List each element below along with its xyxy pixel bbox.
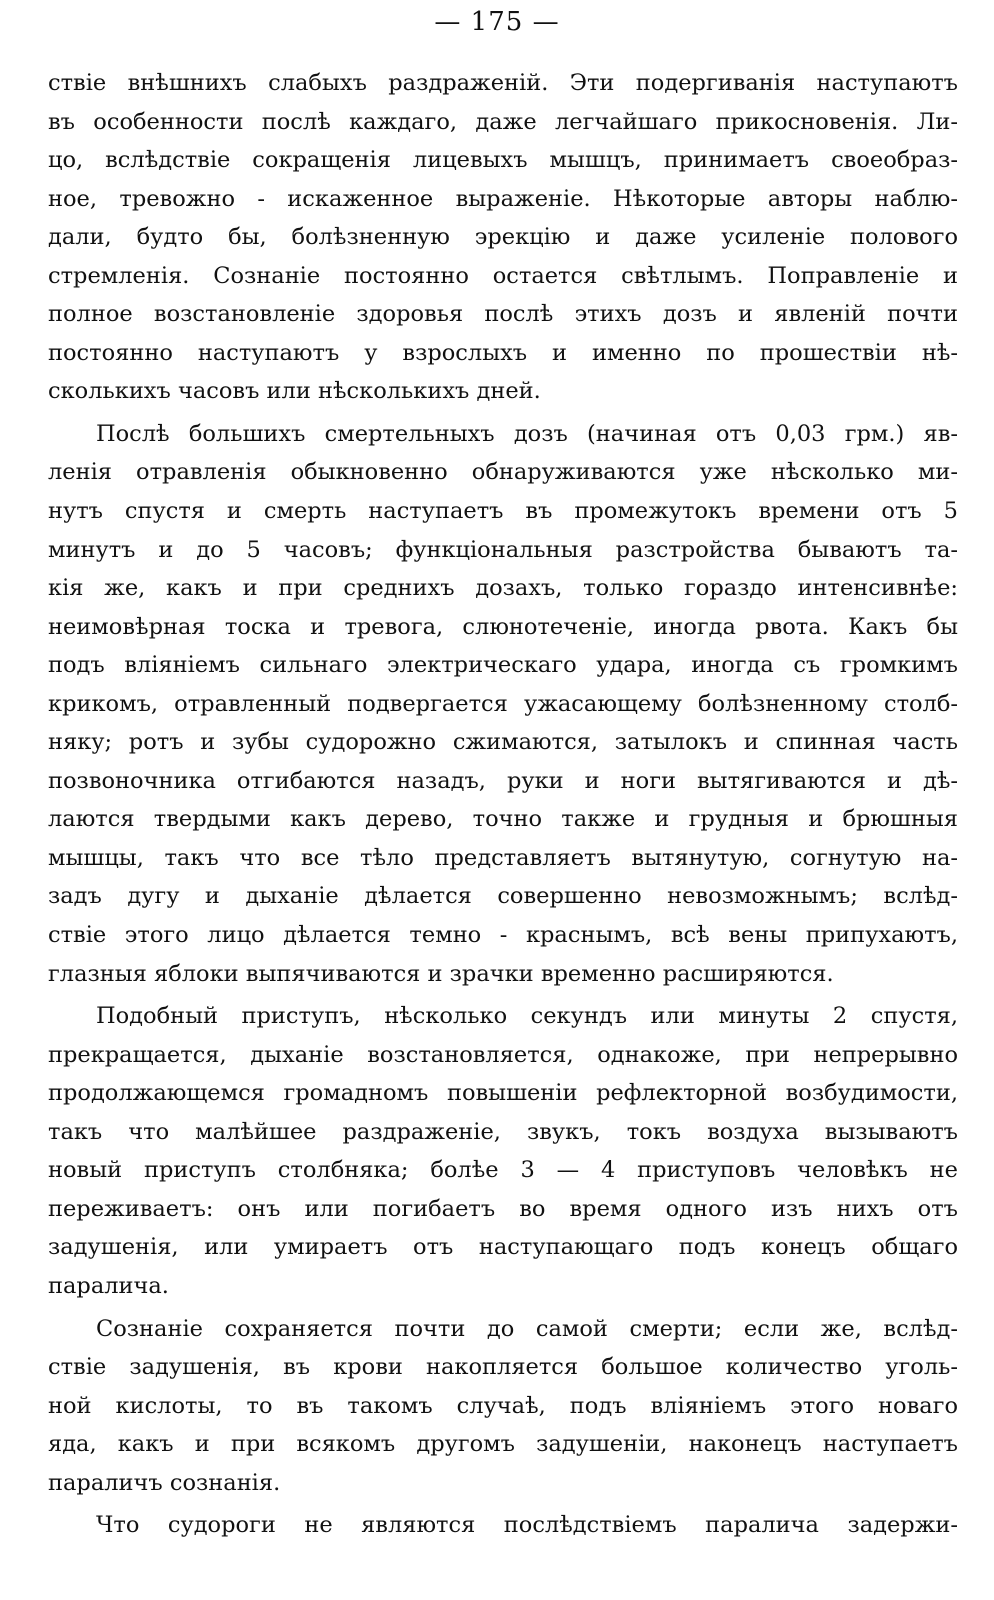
text-line: ствіе задушенія, въ крови накопляется большое количество уголь- [48, 1354, 958, 1381]
text-line: въ особенности послѣ каждаго, даже легчайшаго прикосновенія. Ли- [48, 108, 958, 135]
text-line: подъ вліяніемъ сильнаго электрическаго удара, иногда съ громкимъ [48, 652, 958, 679]
text-line: прекращается, дыханіе возстановляется, однакоже, при непрерывно [48, 1041, 958, 1068]
text-line: переживаетъ: онъ или погибаетъ во время одного изъ нихъ отъ [48, 1195, 958, 1222]
text-line: сколькихъ часовъ или нѣсколькихъ дней. [48, 378, 541, 405]
text-line: крикомъ, отравленный подвергается ужасающему болѣзненному столб- [48, 690, 958, 717]
text-line: Сознаніе сохраняется почти до самой смерти; если же, вслѣд- [96, 1315, 958, 1342]
text-line: ленія отравленія обыкновенно обнаруживаются уже нѣсколько ми- [48, 459, 958, 486]
text-line: продолжающемся громадномъ повышеніи рефлекторной возбудимости, [48, 1080, 958, 1107]
text-line: ной кислоты, то въ такомъ случаѣ, подъ вліяніемъ этого новаго [48, 1392, 958, 1419]
text-line: цо, вслѣдствіе сокращенія лицевыхъ мышцъ, принимаетъ своеобраз- [48, 147, 958, 174]
text-line: кія же, какъ и при среднихъ дозахъ, только гораздо интенсивнѣе: [48, 575, 958, 602]
text-line: Что судороги не являются послѣдствіемъ паралича задержи- [96, 1512, 958, 1539]
text-line: лаются твердыми какъ дерево, точно также и грудныя и брюшныя [48, 806, 958, 833]
body-text [48, 64, 958, 1549]
text-line: Подобный приступъ, нѣсколько секундъ или минуты 2 спустя, [96, 1003, 958, 1030]
text-line: мышцы, такъ что все тѣло представляетъ вытянутую, согнутую на- [48, 844, 958, 871]
page-number: — 175 — [434, 7, 560, 37]
text-line: ное, тревожно - искаженное выраженіе. Нѣкоторые авторы наблю- [48, 185, 958, 212]
text-line: параличъ сознанія. [48, 1469, 281, 1496]
text-line: постоянно наступаютъ у взрослыхъ и именно по прошествіи нѣ- [48, 339, 958, 366]
text-line: паралича. [48, 1272, 169, 1299]
text-line: ствіе этого лицо дѣлается темно - краснымъ, всѣ вены припухаютъ, [48, 922, 958, 949]
text-line: неимовѣрная тоска и тревога, слюнотеченіе, иногда рвота. Какъ бы [48, 613, 958, 640]
text-line: нутъ спустя и смерть наступаетъ въ промежутокъ времени отъ 5 [48, 498, 958, 525]
paragraph [48, 415, 958, 993]
text-line: ствіе внѣшнихъ слабыхъ раздраженій. Эти подергиванія наступаютъ [48, 70, 958, 96]
text-line: няку; ротъ и зубы судорожно сжимаются, затылокъ и спинная часть [48, 729, 958, 756]
text-line: Послѣ большихъ смертельныхъ дозъ (начиная отъ 0,03 грм.) яв- [96, 420, 958, 447]
text-line: позвоночника отгибаются назадъ, руки и ноги вытягиваются и дѣ- [48, 767, 958, 794]
text-line: новый приступъ столбняка; болѣе 3 — 4 приступовъ человѣкъ не [48, 1157, 958, 1184]
text-line: минутъ и до 5 часовъ; функціональныя разстройства бываютъ та- [48, 536, 958, 563]
paragraph [48, 1310, 958, 1503]
text-line: глазныя яблоки выпячиваются и зрачки временно расширяются. [48, 960, 834, 987]
text-line: яда, какъ и при всякомъ другомъ задушеніи, наконецъ наступаетъ [48, 1431, 958, 1458]
text-line: задъ дугу и дыханіе дѣлается совершенно невозможнымъ; вслѣд- [48, 883, 958, 910]
text-line: дали, будто бы, болѣзненную эрекцію и даже усиленіе полового [48, 224, 958, 251]
text-line: задушенія, или умираетъ отъ наступающаго подъ конецъ общаго [48, 1234, 958, 1261]
paragraph [48, 64, 958, 411]
text-line: стремленія. Сознаніе постоянно остается свѣтлымъ. Поправленіе и [48, 262, 958, 289]
text-line: полное возстановленіе здоровья послѣ этихъ дозъ и явленій почти [48, 301, 958, 328]
text-line: такъ что малѣйшее раздраженіе, звукъ, токъ воздуха вызываютъ [48, 1118, 958, 1145]
paragraph [48, 997, 958, 1305]
paragraph [48, 1506, 958, 1545]
